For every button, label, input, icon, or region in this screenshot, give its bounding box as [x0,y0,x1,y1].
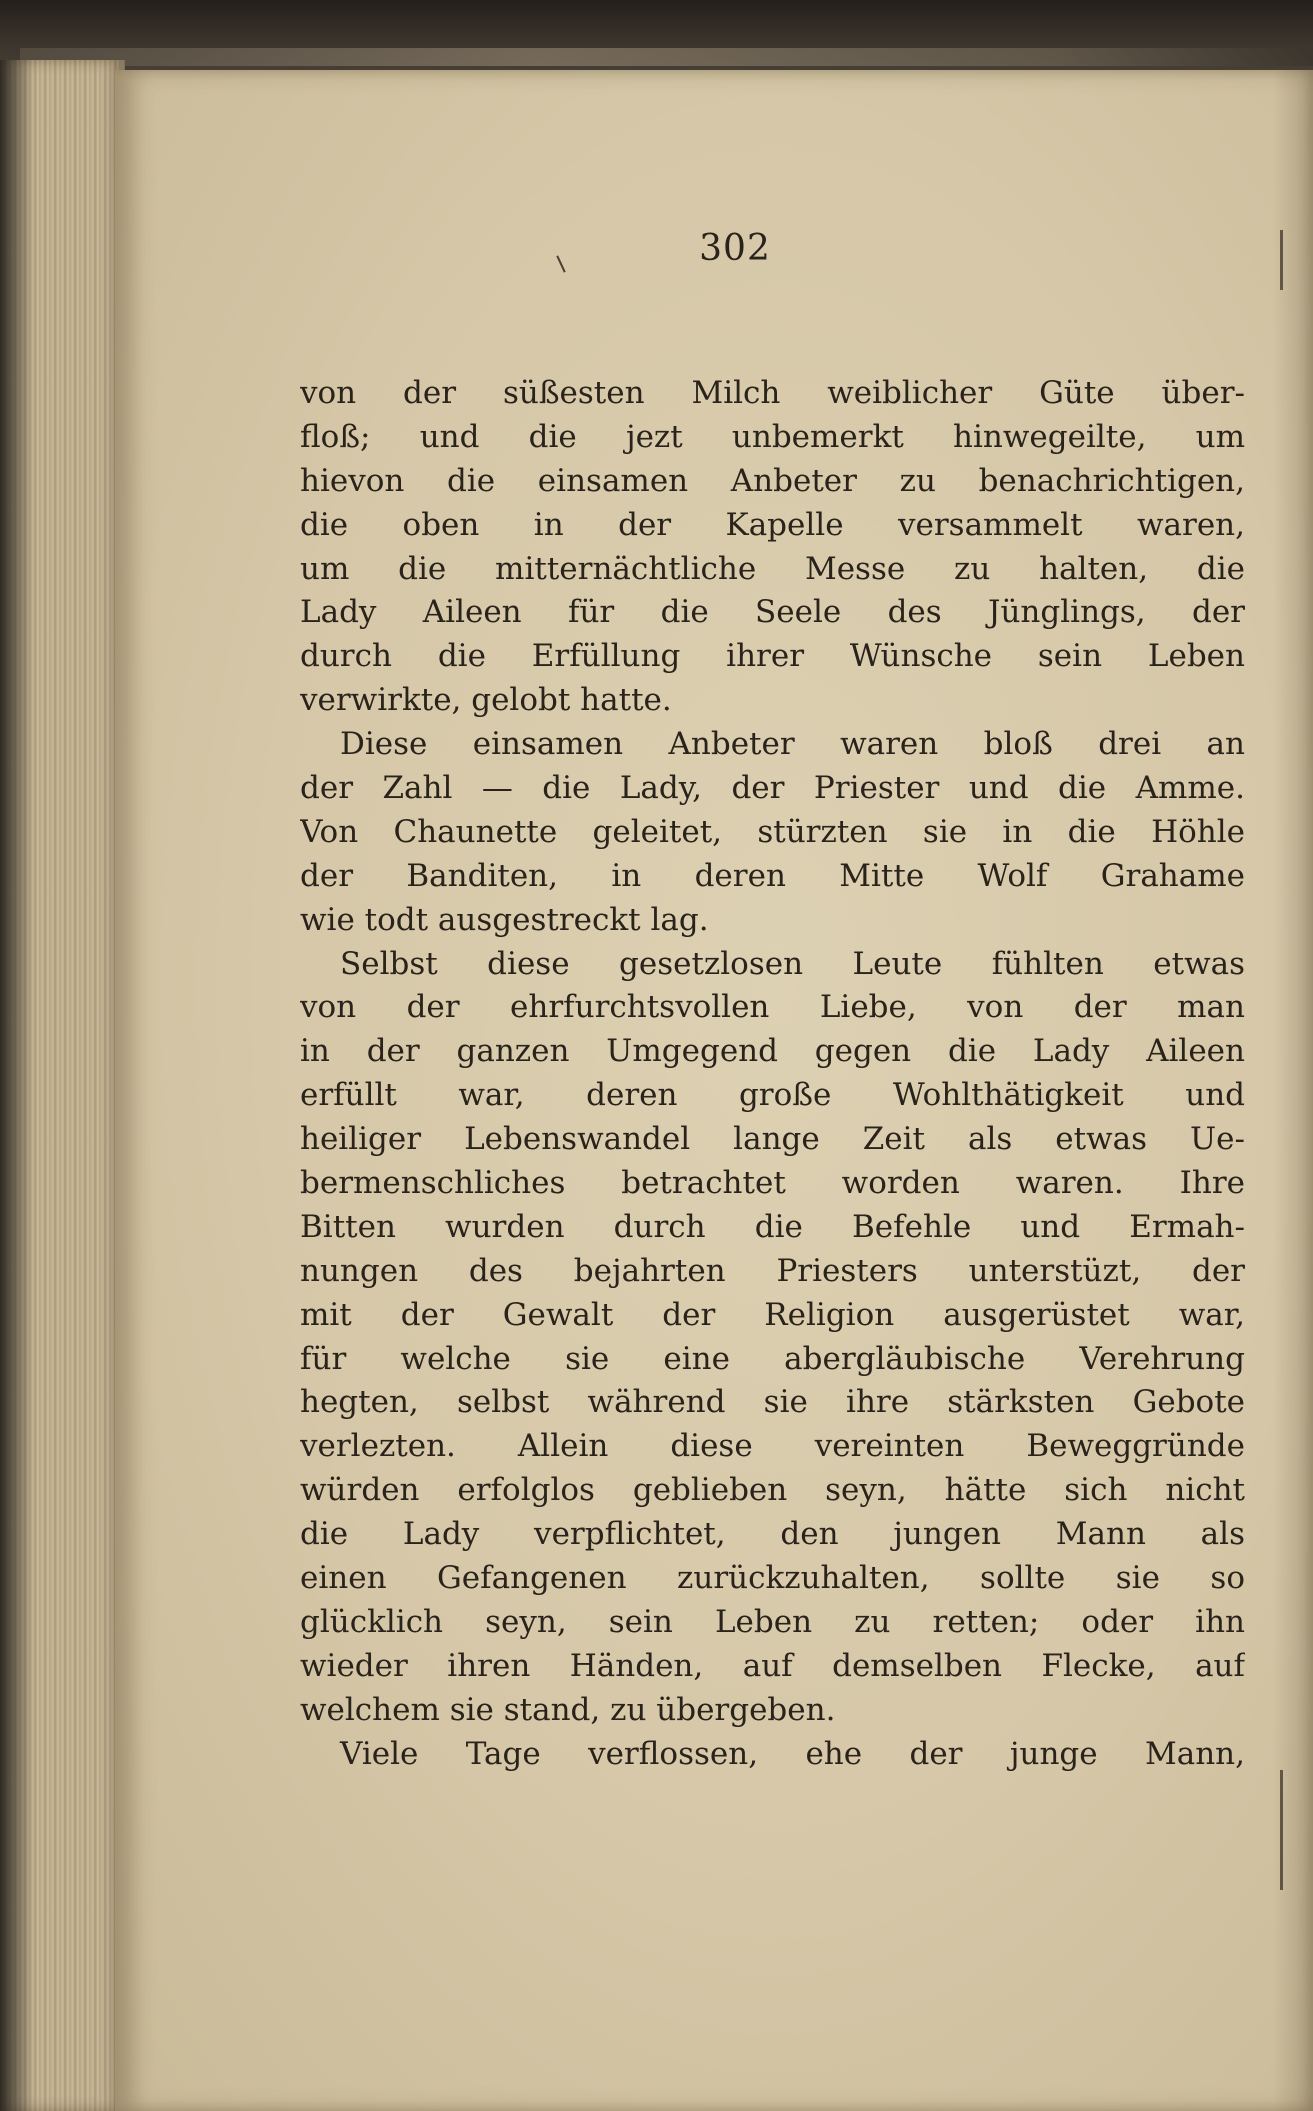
text-line: Diese einsamen Anbeter waren bloß drei an [340,726,1245,763]
page-number: 302 [699,228,771,269]
text-line: Bitten wurden durch die Befehle und Ermah- [300,1208,1245,1245]
text-line: Lady Aileen für die Seele des Jünglings, der [300,594,1245,631]
text-line: verlezten. Allein diese vereinten Beweggründe [300,1428,1245,1465]
text-line: hievon die einsamen Anbeter zu benachrichtigen, [300,462,1245,499]
text-line: für welche sie eine abergläubische Verehrung [300,1340,1245,1377]
text-line: die Lady verpflichtet, den jungen Mann als [300,1516,1245,1553]
text-line: von der süßesten Milch weiblicher Güte über- [300,375,1245,411]
book-cover-edge [0,0,1313,78]
text-line: wieder ihren Händen, auf demselben Flecke, auf [300,1647,1245,1684]
text-line: bermenschliches betrachtet worden waren. Ihre [300,1165,1245,1202]
text-line: glücklich seyn, sein Leben zu retten; oder ihn [300,1603,1245,1640]
text-line: Viele Tage verflossen, ehe der junge Mann, [340,1735,1245,1772]
text-line: durch die Erfüllung ihrer Wünsche sein Leben [300,638,1245,675]
body-text [300,372,1245,1777]
text-line: wie todt ausgestreckt lag. [300,901,709,938]
text-line: die oben in der Kapelle versammelt waren, [300,506,1245,543]
text-line: welchem sie stand, zu übergeben. [300,1691,836,1728]
margin-mark [1280,230,1283,290]
text-line: Von Chaunette geleitet, stürzten sie in die Höhle [300,813,1245,850]
book-page [115,70,1313,2111]
text-line: hegten, selbst während sie ihre stärksten Gebote [300,1384,1245,1421]
text-line: nungen des bejahrten Priesters unterstüzt, der [300,1252,1245,1289]
text-line: floß; und die jezt unbemerkt hinwegeilte, um [300,418,1245,455]
text-line: Selbst diese gesetzlosen Leute fühlten etwas [340,945,1245,982]
text-line: heiliger Lebenswandel lange Zeit als etwas Ue- [300,1121,1245,1158]
text-line: der Banditen, in deren Mitte Wolf Grahame [300,857,1245,894]
margin-mark [1280,1770,1283,1890]
text-line: würden erfolglos geblieben seyn, hätte sich nicht [300,1472,1245,1509]
text-line: verwirkte, gelobt hatte. [300,682,672,719]
text-line: um die mitternächtliche Messe zu halten, die [300,550,1245,587]
text-line: der Zahl — die Lady, der Priester und die Amme. [300,770,1245,807]
stray-mark [556,255,565,272]
text-line: mit der Gewalt der Religion ausgerüstet war, [300,1296,1245,1333]
text-line: einen Gefangenen zurückzuhalten, sollte sie so [300,1560,1245,1597]
text-line: erfüllt war, deren große Wohlthätigkeit und [300,1077,1245,1114]
text-line: in der ganzen Umgegend gegen die Lady Aileen [300,1033,1245,1070]
gutter-shadow [0,60,34,2111]
text-line: von der ehrfurchtsvollen Liebe, von der man [300,989,1245,1026]
